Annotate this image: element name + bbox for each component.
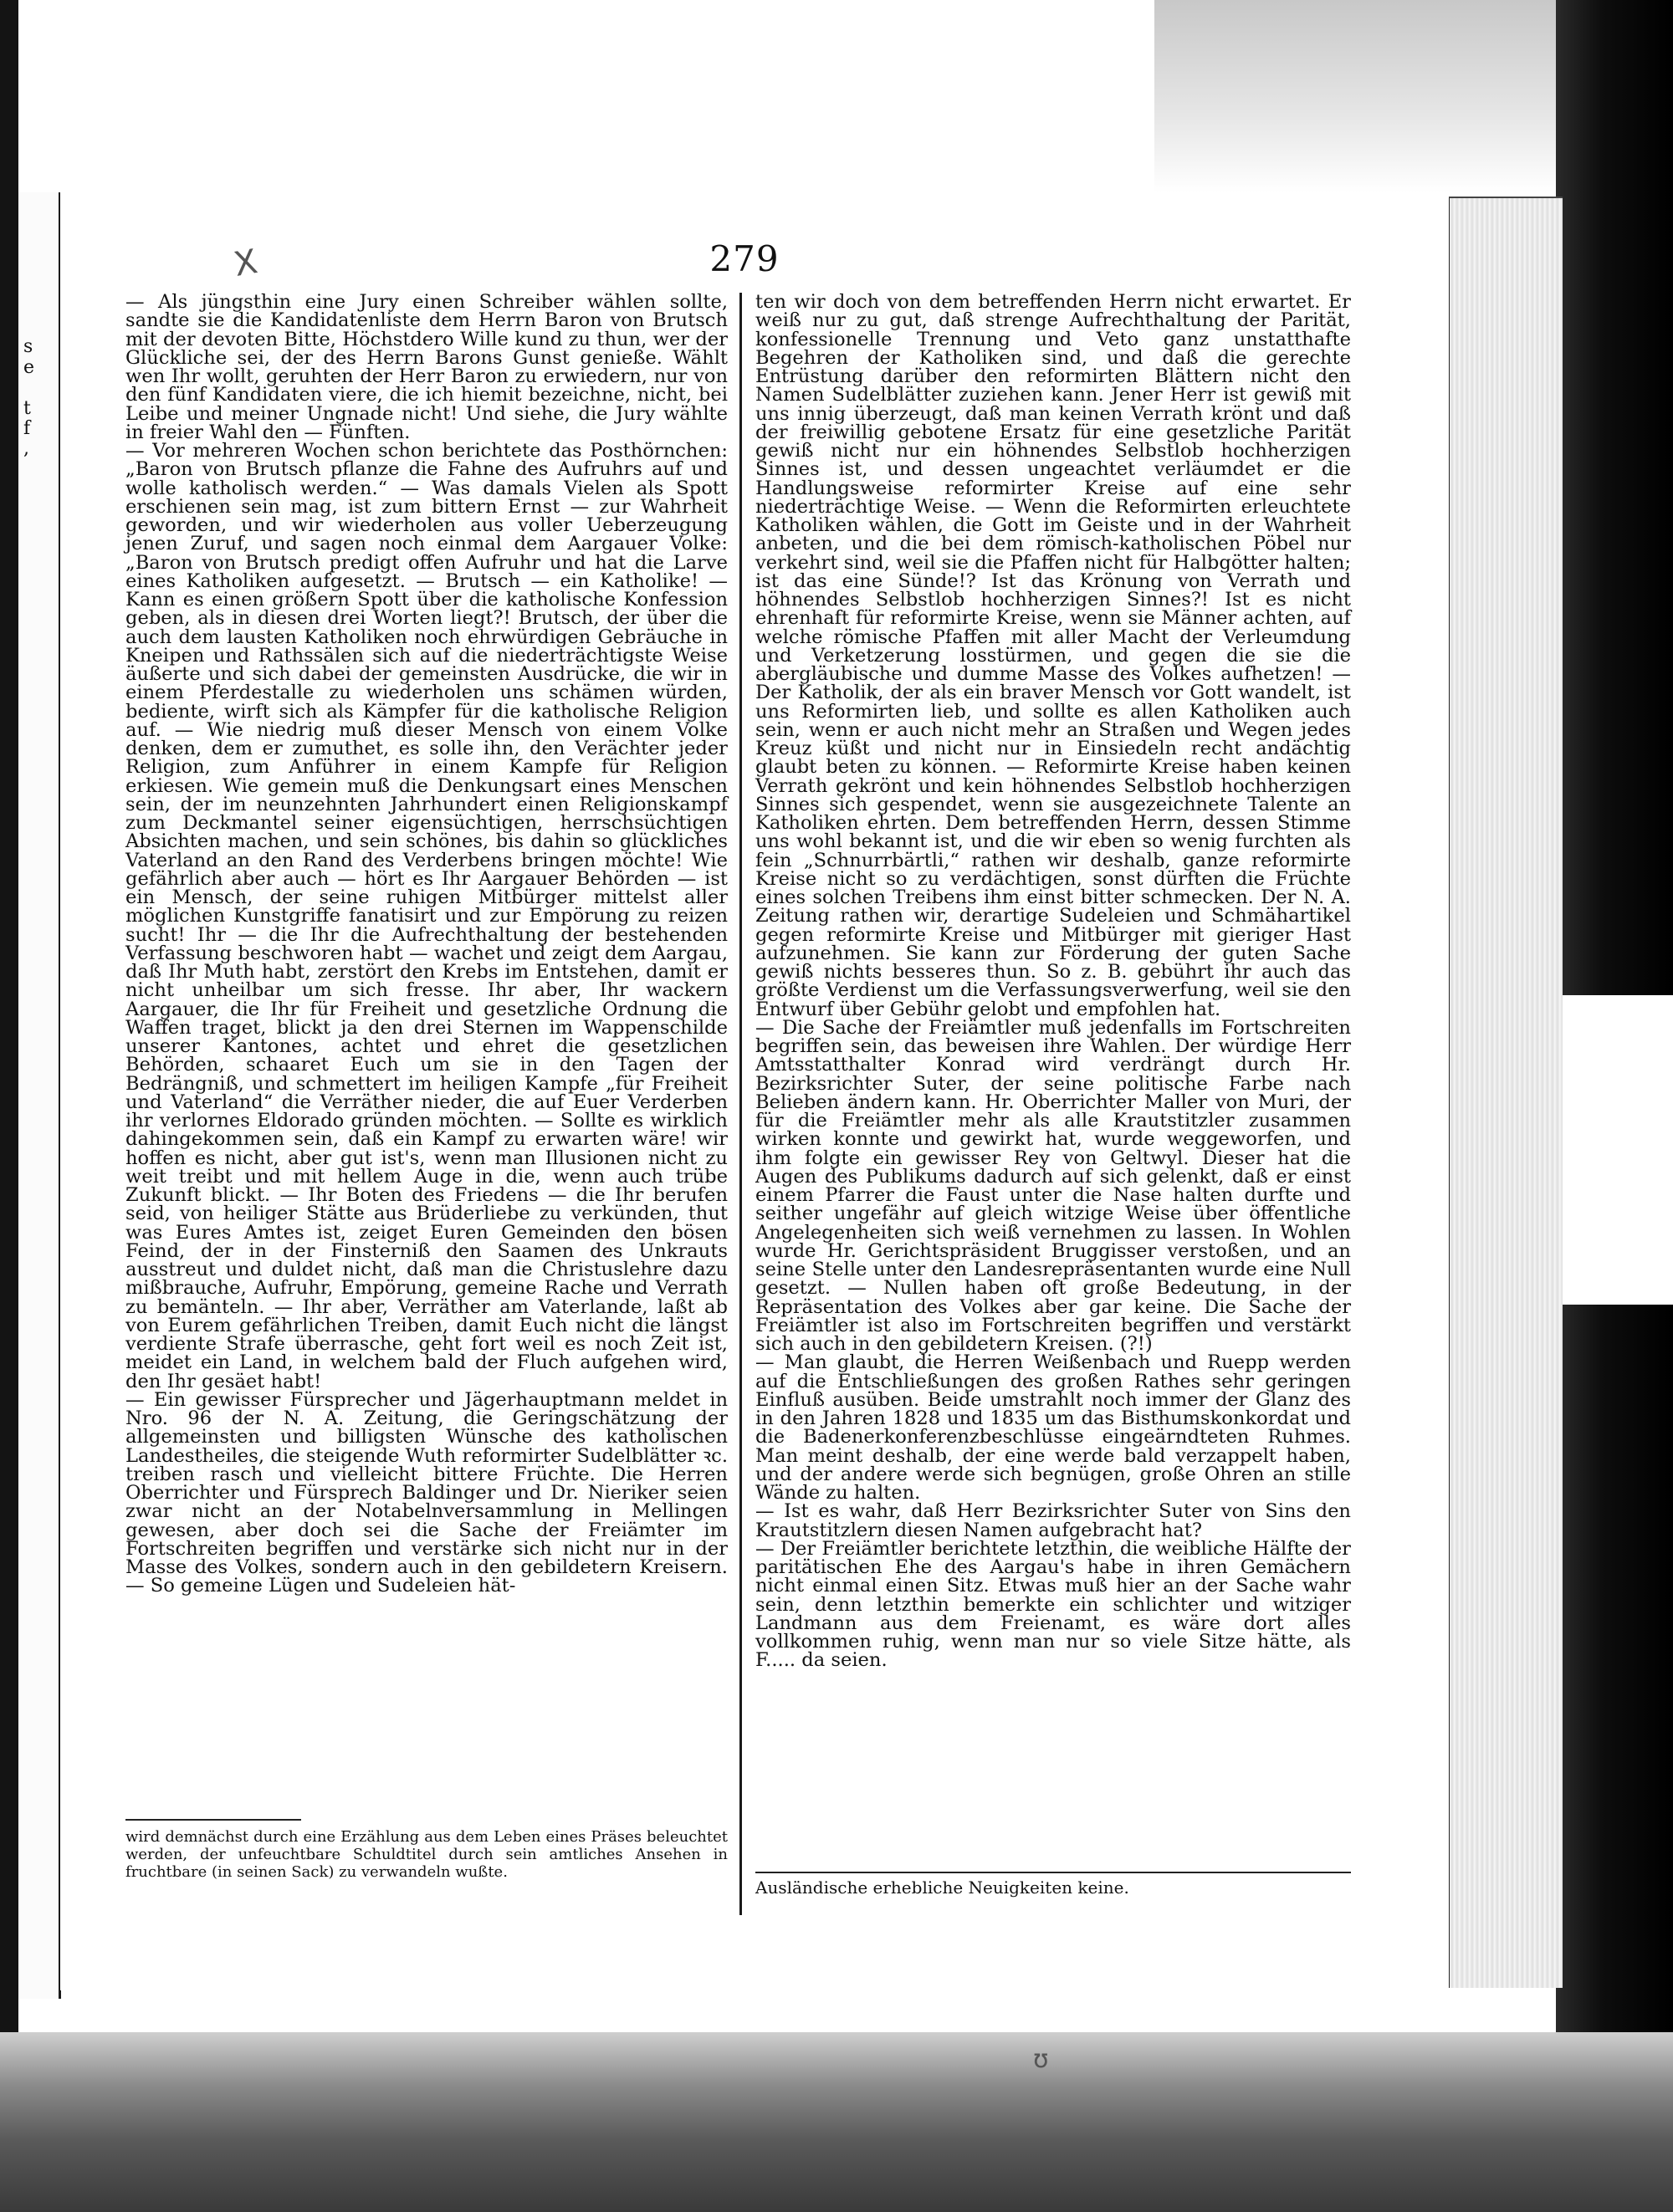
- paragraph-fuersprecher: — Ein gewisser Fürsprecher und Jägerhauptmann meldet in Nro. 96 der N. A. Zeitung, die Geringschätzung der allgemeinsten und billigsten Wünsche des katholischen Landestheiles, die steigende Wuth reformirter Sudelblätter ꝛc. treiben rasch und vielleicht bittere Früchte. Die Herren Oberrichter und Fürsprech Baldinger und Dr. Nieriker seien zwar nicht an der Notabelnversammlung in Mellingen gewesen, aber doch sei die Sache der Freiämter im Fortschreiten begriffen und verstärke sich nicht nur in der Masse des Volkes, sondern auch in den gebildetern Kreisern. — So gemeine Lügen und Sudeleien hät-: [125, 1388, 728, 1597]
- left-text-column: [125, 293, 728, 1596]
- column-divider: [739, 293, 742, 1915]
- paragraph-paritaet: — Der Freiämtler berichtete letzthin, die weibliche Hälfte der paritätischen Ehe des Aargau's habe in ihren Gemächern nicht einmal einen Sitz. Etwas muß hier an der Sache wahr sein, denn letzthin bemerkte ein schlichter und witziger Landmann aus dem Freienamt, es wäre dort alles vollkommen ruhig, wenn man nur so viele Sitze hätte, als F..... da seien.: [755, 1537, 1351, 1672]
- page-edge-stack: [1447, 197, 1563, 1988]
- left-page-fragment: t: [23, 398, 31, 419]
- scanner-edge-bottom: [0, 2032, 1673, 2212]
- scanner-edge-notch: [1556, 995, 1673, 1305]
- paragraph-posthoernchen: — Vor mehreren Wochen schon berichtete das Posthörnchen: „Baron von Brutsch pflanze die Fahne des Aufruhrs auf und wolle katholisch werden.“ — Was damals Vielen als Spott erschienen sein mag, ist zum bittern Ernst — zur Wahrheit geworden, und wir wiederholen aus voller Ueberzeugung jenen Zuruf, und sagen noch einmal dem Aargauer Volke: „Baron von Brutsch predigt offen Aufruhr und hat die Larve eines Katholiken aufgesetzt. — Brutsch — ein Katholike! — Kann es einen größern Spott über die katholische Konfession geben, als in diesen drei Worten liegt?! Brutsch, der über die auch dem lausten Katholiken noch ehrwürdigen Gebräuche in Kneipen und Rathssälen sich auf die niederträchtigste Weise äußerte und sich dabei der gemeinsten Ausdrücke, die wir in einem Pferdestalle zu wiederholen uns schämen würden, bediente, wirft sich als Kämpfer für die katholische Religion auf. — Wie niedrig muß dieser Mensch von einem Volke denken, dem er zumuthet, es solle ihn, den Verächter jeder Religion, zum Anführer in einem Kampfe für Religion erkiesen. Wie gemein muß die Denkungsart eines Menschen sein, der im neunzehnten Jahrhundert einen Religionskampf zum Deckmantel seiner eigensüchtigen, herrschsüchtigen Absichten machen, und sein schönes, bis dahin so glückliches Vaterland an den Rand des Verderbens bringen möchte! Wie gefährlich aber auch — hört es Ihr Aargauer Behörden — ist ein Mensch, der seine ruhigen Mitbürger mittelst aller möglichen Kunstgriffe fanatisirt und zur Empörung zu reizen sucht! Ihr — die Ihr die Aufrechthaltung der bestehenden Verfassung beschworen habt — wachet und zeigt dem Aargau, daß Ihr Muth habt, zerstört den Krebs im Entstehen, damit er nicht unheilbar um sich fresse. Ihr aber, Ihr wackern Aargauer, die Ihr für Freiheit und gesetzliche Ordnung die Waffen traget, blickt ja den drei Sternen im Wappenschilde unserer Kantones, achtet und ehret die gesetzlichen Behörden, schaaret Euch um sie in den Tagen der Bedrängniß, und schmettert im heiligen Kampfe „für Freiheit und Vaterland“ die Verräther nieder, die auf Euer Verderben ihr verlornes Eldorado gründen möchten. — Sollte es wirklich dahingekommen sein, daß ein Kampf zu erwarten wäre! wir hoffen es nicht, aber gut ist's, wenn man Illusionen nicht zu weit treibt und mit hellem Auge in die, wenn auch trübe Zukunft blickt. — Ihr Boten des Friedens — die Ihr berufen seid, von heiliger Stätte aus Brüderliebe zu verkünden, thut was Eures Amtes ist, zeiget Euren Gemeinden den bösen Feind, der in der Finsterniß den Saamen des Unkrauts ausstreut und duldet nicht, daß man die Christuslehre dazu mißbrauche, Aufruhr, Empörung, gemeine Rache und Verrath zu bemänteln. — Ihr aber, Verräther am Vaterlande, laßt ab von Eurem gefährlichen Treiben, damit Euch nicht die längst verdiente Strafe überrasche, geht fort weil es noch Zeit ist, meidet ein Land, in welchem bald der Fluch aufgehen wird, den Ihr gesäet habt!: [125, 440, 728, 1392]
- paragraph-continuation: ten wir doch von dem betreffenden Herrn nicht erwartet. Er weiß nur zu gut, daß strenge Aufrechthaltung der Parität, konfessionelle Trennung und Veto ganz unstatthafte Begehren der Katholiken sind, und daß die gerechte Entrüstung darüber den reformirten Blättern nicht den Namen Sudelblätter zuziehen kann. Jener Herr ist gewiß mit uns innig überzeugt, daß man keinen Verrath krönt und daß der freiwillig gebotene Ersatz für eine gesetzliche Parität gewiß nicht nur ein höhnendes Selbstlob hochherzigen Sinnes ist, und dessen ungeachtet verläumdet er die Handlungsweise reformirter Kreise auf eine sehr niederträchtige Weise. — Wenn die Reformirten erleuchtete Katholiken wählen, die Gott im Geiste und in der Wahrheit anbeten, und die bei dem römisch-katholischen Pöbel nur verkehrt sind, weil sie die Pfaffen nicht für Halbgötter halten; ist das eine Sünde!? Ist das Krönung von Verrath und höhnendes Selbstlob hochherzigen Sinnes?! Ist es nicht ehrenhaft für reformirte Kreise, wenn sie Männer achten, auf welche römische Pfaffen mit aller Macht der Verleumdung und Verketzerung losstürmen, und gegen die sie die abergläubische und dumme Masse des Volkes aufhetzen! — Der Katholik, der als ein braver Mensch vor Gott wandelt, ist uns Reformirten lieb, und sollte es allen Katholiken auch sein, wenn er auch nicht mehr an Straßen und Wegen jedes Kreuz küßt und nicht nur in Einsiedeln recht andächtig glaubt beten zu können. — Reformirte Kreise haben keinen Verrath gekrönt und kein höhnendes Selbstlob hochherzigen Sinnes sich gespendet, wenn sie ausgezeichnete Talente an Katholiken ehrten. Dem betreffenden Herrn, dessen Stimme uns wohl bekannt ist, und die wir eben so wenig furchten als fein „Schnurrbärtli,“ rathen wir deshalb, ganze reformirte Kreise nicht so zu verdächtigen, sonst dürften die Früchte eines solchen Treibens ihm einst bitter schmecken. Der N. A. Zeitung rathen wir, derartige Sudeleien und Schmähartikel gegen reformirte Kreise und Mitbürger mit gieriger Hast aufzunehmen. Sie kann zur Förderung der guten Sache gewiß nichts besseres thun. So z. B. gebührt ihr auch das größte Verdienst um die Verfassungsverwerfung, weil sie den Entwurf über Gebühr gelobt und empfohlen hat.: [755, 291, 1351, 1020]
- left-page-fragment: s: [23, 336, 33, 357]
- adjacent-left-page: [18, 192, 61, 1999]
- left-page-fragment: ,: [23, 438, 29, 459]
- footnote: wird demnächst durch eine Erzählung aus dem Leben eines Präses beleuchtet werden, der unfeuchtbare Schuldtitel durch sein amtliches Ansehen in fruchtbare (in seinen Sack) zu verwandeln wußte.: [125, 1828, 728, 1881]
- scanner-shadow-top: [1154, 0, 1556, 192]
- left-page-fragment: f: [23, 418, 31, 439]
- closing-note: Ausländische erhebliche Neuigkeiten keine.: [755, 1877, 1129, 1898]
- pencil-margin-mark: X: [231, 242, 261, 285]
- left-page-fragment: e: [23, 357, 35, 378]
- paragraph-jury: — Als jüngsthin eine Jury einen Schreiber wählen sollte, sandte sie die Kandidatenliste dem Herrn Baron von Brutsch mit der devoten Bitte, Höchstdero Wille kund zu thun, wer der Glückliche sei, der des Herrn Barons Gunst genieße. Wählt wen Ihr wollt, geruhten der Herr Baron zu erwiedern, nur von den fünf Kandidaten viere, die ich hiemit bezeichne, nicht, bei Leibe und meiner Ungnade nicht! Und siehe, die Jury wählte in freier Wahl den — Fünften.: [125, 291, 728, 443]
- bottom-margin-mark: ʊ: [1033, 2045, 1049, 2074]
- paragraph-weissenbach: — Man glaubt, die Herren Weißenbach und Ruepp werden auf die Entschließungen des großen Rathes sehr geringen Einfluß ausüben. Beide umstrahlt noch immer der Glanz des in den Jahren 1828 und 1835 um das Bisthumskonkordat und die Badenerkonferenzbeschlüsse eingeärndteten Ruhmes. Man meint deshalb, der eine werde bald verzappelt haben, und der andere werde sich begnügen, große Ohren an stille Wände zu halten.: [755, 1351, 1351, 1504]
- right-text-column: [755, 293, 1351, 1670]
- footnote-divider: [125, 1819, 301, 1821]
- paragraph-freiaemtler: — Die Sache der Freiämtler muß jedenfalls im Fortschreiten begriffen sein, das beweisen ihre Wahlen. Der würdige Herr Amtsstatthalter Konrad wird verdrängt durch Hr. Bezirksrichter Suter, der seine politische Farbe nach Belieben ändern kann. Hr. Oberrichter Maller von Muri, der für die Freiämtler mehr als alle Krautstitzler zusammen wirken konnte und gewirkt hat, wurde weggeworfen, und ihm folgte ein gewisser Rey von Geltwyl. Dieser hat die Augen des Publikums dadurch auf sich gelenkt, daß er einst einem Pfarrer die Faust unter die Nase halten durfte und seither ungefähr auf gleich witzige Weise über öffentliche Angelegenheiten sich weiß vernehmen zu lassen. In Wohlen wurde Hr. Gerichtspräsident Bruggisser verstoßen, und an seine Stelle unter den Landesrepräsentanten wurde eine Null gesetzt. — Nullen haben oft große Bedeutung, in der Repräsentation des Volkes aber gar keine. Die Sache der Freiämtler ist also im Fortschreiten begriffen und verstärkt sich auch in den gebildetern Kreisen. (?!): [755, 1016, 1351, 1355]
- paragraph-suter-question: — Ist es wahr, daß Herr Bezirksrichter Suter von Sins den Krautstitzlern diesen Namen aufgebracht hat?: [755, 1500, 1351, 1541]
- closing-divider: [755, 1872, 1351, 1873]
- page-number: 279: [709, 238, 780, 279]
- scanner-edge-left: [0, 0, 18, 2212]
